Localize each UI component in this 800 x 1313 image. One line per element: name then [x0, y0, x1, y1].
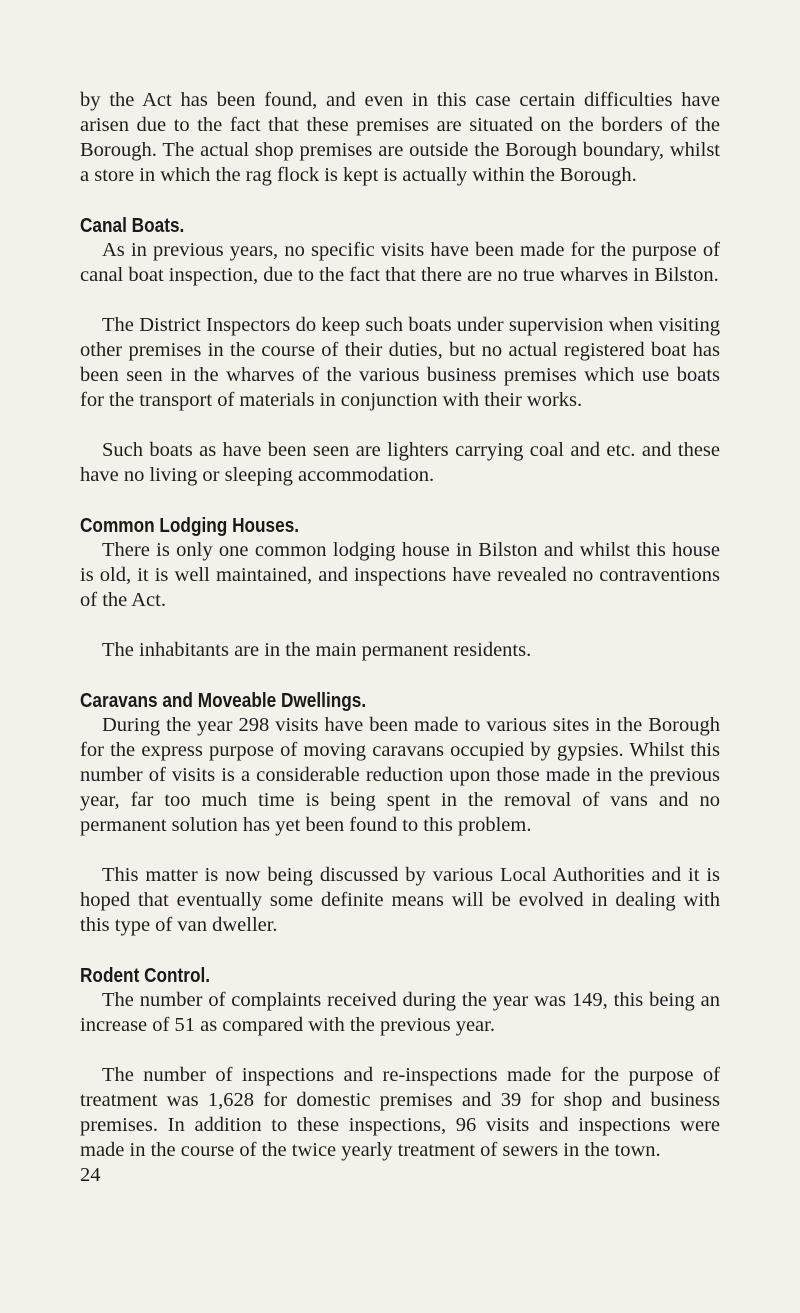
caravans-paragraph-1: During the year 298 visits have been made to various sites in the Borough for the express purpose of moving caravans occupied by gypsies. Whilst this number of visits is a considerable reduction upon those made in the previous year, far too much time is being spent in the removal of vans and no permanent solution has yet been found to this problem. [80, 714, 720, 836]
canal-boats-paragraph-1: As in previous years, no specific visits have been made for the purpose of canal boat inspection, due to the fact that there are no true wharves in Bilston. [80, 239, 720, 286]
lodging-houses-paragraph-2: The inhabitants are in the main permanent residents. [102, 639, 532, 661]
heading-rodent-control: Rodent Control. [80, 964, 211, 987]
heading-common-lodging-houses: Common Lodging Houses. [80, 514, 300, 537]
lodging-houses-paragraph-1: There is only one common lodging house in Bilston and whilst this house is old, it is well maintained, and inspections have revealed no contraventions of the Act. [80, 539, 720, 611]
canal-boats-paragraph-3: Such boats as have been seen are lighters carrying coal and etc. and these have no living or sleeping accommodation. [80, 439, 720, 486]
heading-canal-boats: Canal Boats. [80, 214, 185, 237]
page-number: 24 [80, 1164, 101, 1186]
caravans-paragraph-2: This matter is now being discussed by various Local Authorities and it is hoped that eventually some definite means will be evolved in dealing with this type of van dweller. [80, 864, 720, 936]
rodent-control-paragraph-2: The number of inspections and re-inspections made for the purpose of treatment was 1,628 for domestic premises and 39 for shop and business premises. In addition to these inspections, 96 visits and inspections were made in the course of the twice yearly treatment of sewers in the town. [80, 1064, 720, 1161]
rodent-control-paragraph-1: The number of complaints received during the year was 149, this being an increase of 51 as compared with the previous year. [80, 989, 720, 1036]
heading-caravans: Caravans and Moveable Dwellings. [80, 689, 367, 712]
canal-boats-paragraph-2: The District Inspectors do keep such boats under supervision when visiting other premises in the course of their duties, but no actual registered boat has been seen in the wharves of the various business premises which use boats for the transport of materials in conjunction with their works. [80, 314, 720, 411]
intro-paragraph: by the Act has been found, and even in this case certain difficulties have arisen due to the fact that these premises are situated on the borders of the Borough. The actual shop premises are outside the Borough boundary, whilst a store in which the rag flock is kept is actually within the Borough. [80, 89, 720, 186]
